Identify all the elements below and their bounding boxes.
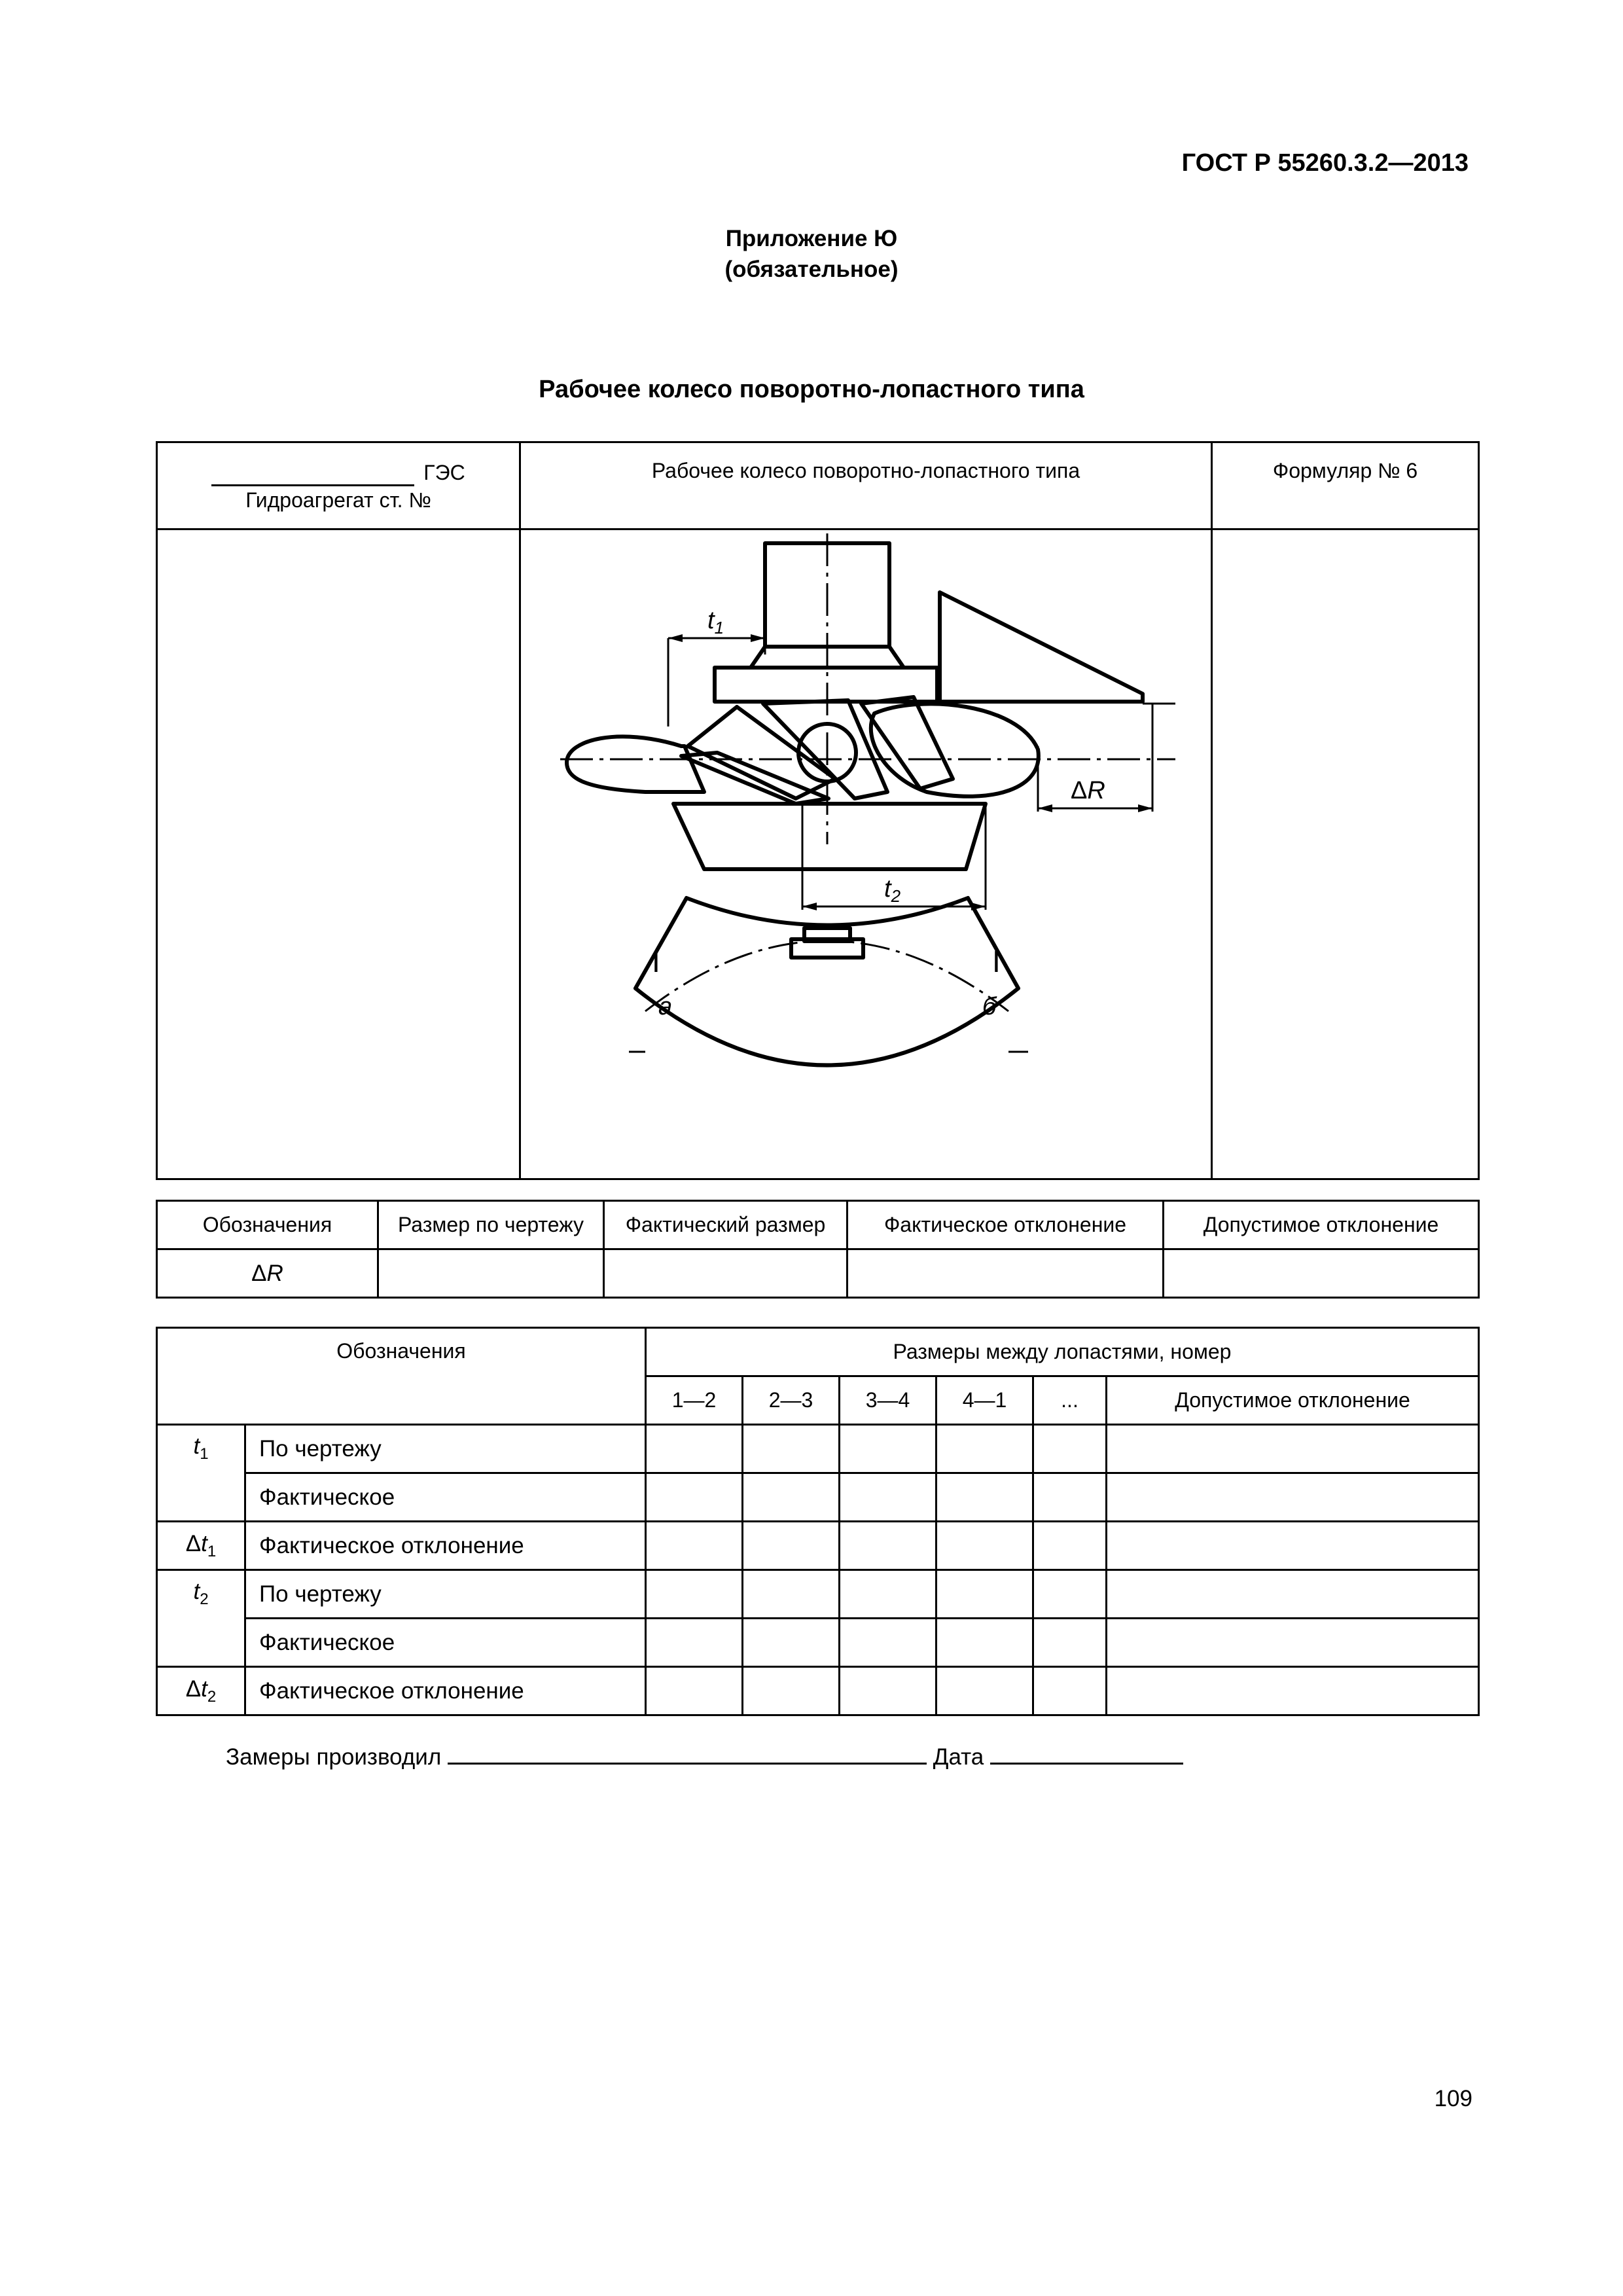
t2-cell[interactable]: [646, 1473, 743, 1522]
t2-cell[interactable]: [936, 1425, 1033, 1473]
t2-symbol-sub: 2: [200, 1590, 209, 1608]
dr-label-delta: Δ: [1071, 777, 1088, 804]
t2-row-label: Фактическое: [245, 1473, 646, 1522]
table-row: [157, 1522, 1479, 1570]
t2-arrow-right: [971, 903, 986, 910]
t1-arrow-right: [751, 634, 765, 642]
t2-cell[interactable]: [1033, 1473, 1107, 1522]
t1-arrow-left: [668, 634, 683, 642]
t1-label: t: [707, 607, 715, 634]
t2-symbol-delta: Δ: [185, 1530, 202, 1556]
t2-cell[interactable]: [743, 1619, 840, 1667]
table-row: [157, 1473, 1479, 1522]
measured-by-label: Замеры производил: [226, 1744, 442, 1770]
t2-cell[interactable]: [840, 1667, 936, 1715]
section-boss-top: [804, 928, 850, 941]
station-suffix: ГЭС: [423, 461, 465, 484]
t2-symbol-sub: 2: [207, 1687, 217, 1706]
t2-symbol: [157, 1570, 245, 1667]
t2-cell[interactable]: [743, 1473, 840, 1522]
measured-by-blank[interactable]: [448, 1744, 927, 1765]
t1-cell[interactable]: [604, 1249, 847, 1298]
dr-arrow-right: [1138, 804, 1152, 812]
formular-header-middle: Рабочее колесо поворотно-лопастного типа: [520, 442, 1212, 529]
table-row: [157, 1619, 1479, 1667]
t2-arrow-left: [802, 903, 817, 910]
t2-cell[interactable]: [646, 1667, 743, 1715]
runner-cone: [673, 804, 986, 869]
section-view: [635, 898, 1018, 1066]
t2-label: t: [884, 875, 891, 903]
svg-text:t1: [707, 607, 724, 637]
t2-row-label: По чертежу: [245, 1425, 646, 1473]
dr-label-r: R: [1087, 777, 1105, 804]
table-row: [157, 1570, 1479, 1619]
page-number: 109: [1434, 2086, 1472, 2111]
blade-arm: [940, 592, 1143, 702]
drawing-cell: [520, 529, 1212, 1179]
t2-cell[interactable]: [1107, 1473, 1479, 1522]
t2-cell[interactable]: [1033, 1667, 1107, 1715]
delta-r-table: [156, 1200, 1480, 1299]
t2-head-designation: Обозначения: [157, 1328, 646, 1425]
blade-left: [567, 736, 704, 792]
t1-cell[interactable]: [847, 1249, 1164, 1298]
t2-symbol: [157, 1667, 245, 1715]
page-title: Рабочее колесо поворотно-лопастного типа: [539, 376, 1084, 403]
svg-text:t2: [884, 875, 901, 906]
point-a-label: а: [658, 993, 673, 1020]
t2-cell[interactable]: [936, 1667, 1033, 1715]
t2-cell[interactable]: [936, 1570, 1033, 1619]
t2-symbol-delta: Δ: [185, 1676, 202, 1702]
unit-label: Гидроагрегат ст. №: [245, 488, 431, 512]
t1-head-actual-deviation: Фактическое отклонение: [847, 1201, 1164, 1249]
t2-cell[interactable]: [743, 1667, 840, 1715]
t1-head-drawing-size: Размер по чертежу: [378, 1201, 604, 1249]
t1-row-symbol: [157, 1249, 378, 1298]
t2-row-label: Фактическое отклонение: [245, 1522, 646, 1570]
t1-cell[interactable]: [378, 1249, 604, 1298]
t2-symbol-t: t: [201, 1676, 207, 1702]
t2-cell[interactable]: [1107, 1425, 1479, 1473]
t2-cell[interactable]: [840, 1522, 936, 1570]
t2-col-1-2: 1—2: [646, 1376, 743, 1425]
t2-cell[interactable]: [743, 1522, 840, 1570]
section-mark-left: I: [652, 944, 660, 978]
t1-head-designation: Обозначения: [157, 1201, 378, 1249]
t2-cell[interactable]: [936, 1473, 1033, 1522]
formular-left-blank[interactable]: [157, 529, 520, 1179]
measurement-signature: [226, 1744, 1183, 1770]
t2-symbol-t: t: [193, 1579, 200, 1604]
t2-symbol-sub: 1: [207, 1542, 217, 1560]
t2-col-2-3: 2—3: [743, 1376, 840, 1425]
point-b-label: б: [982, 993, 997, 1020]
t1-row-delta: Δ: [251, 1260, 267, 1286]
t1-head-allowed-deviation: Допустимое отклонение: [1164, 1201, 1479, 1249]
t1-row-r: R: [266, 1260, 283, 1286]
t2-row-label: По чертежу: [245, 1570, 646, 1619]
t2-cell[interactable]: [840, 1473, 936, 1522]
t2-cell[interactable]: [1033, 1522, 1107, 1570]
blade-right: [871, 704, 1039, 796]
t2-cell[interactable]: [646, 1619, 743, 1667]
t1-cell[interactable]: [1164, 1249, 1479, 1298]
t2-symbol-t: t: [201, 1530, 207, 1556]
t2-cell[interactable]: [646, 1522, 743, 1570]
t1-label-sub: 1: [714, 618, 724, 637]
t2-col-allowed: Допустимое отклонение: [1107, 1376, 1479, 1425]
t2-cell[interactable]: [1033, 1570, 1107, 1619]
formular-number: Формуляр № 6: [1212, 442, 1479, 529]
t2-symbol-t: t: [193, 1433, 200, 1459]
t2-col-more: ...: [1033, 1376, 1107, 1425]
t2-cell[interactable]: [743, 1570, 840, 1619]
t2-symbol: [157, 1425, 245, 1522]
t2-cell[interactable]: [1107, 1619, 1479, 1667]
t2-cell[interactable]: [743, 1425, 840, 1473]
t2-row-label: Фактическое: [245, 1619, 646, 1667]
standard-number: ГОСТ Р 55260.3.2—2013: [1181, 149, 1469, 177]
section-mark-right: I: [992, 944, 1001, 978]
table-row: [157, 1425, 1479, 1473]
t2-col-3-4: 3—4: [840, 1376, 936, 1425]
date-blank[interactable]: [990, 1744, 1183, 1765]
blade-spacing-table: [156, 1327, 1480, 1716]
appendix-status: (обязательное): [724, 257, 899, 282]
t1-head-actual-size: Фактический размер: [604, 1201, 847, 1249]
formular-right-blank[interactable]: [1212, 529, 1479, 1179]
date-label: Дата: [933, 1744, 984, 1770]
svg-text:ΔR: [1071, 777, 1105, 804]
t2-head-sizes: Размеры между лопастями, номер: [646, 1328, 1479, 1376]
t2-cell[interactable]: [1033, 1425, 1107, 1473]
t2-cell[interactable]: [1107, 1570, 1479, 1619]
formular-header-left: [157, 442, 520, 529]
t2-cell[interactable]: [840, 1570, 936, 1619]
t2-symbol: [157, 1522, 245, 1570]
t2-col-4-1: 4—1: [936, 1376, 1033, 1425]
dr-arrow-left: [1038, 804, 1052, 812]
appendix-title: Приложение Ю: [725, 226, 898, 251]
station-name-blank[interactable]: [211, 465, 414, 486]
section-arc: [645, 941, 1008, 1012]
t2-label-sub: 2: [891, 886, 901, 906]
t2-symbol-sub: 1: [200, 1445, 209, 1463]
t2-cell[interactable]: [840, 1619, 936, 1667]
t2-cell[interactable]: [1033, 1619, 1107, 1667]
runner-drawing: [521, 530, 1213, 1178]
t2-cell[interactable]: [646, 1570, 743, 1619]
t2-cell[interactable]: [1107, 1522, 1479, 1570]
t2-cell[interactable]: [840, 1425, 936, 1473]
t2-row-label: Фактическое отклонение: [245, 1667, 646, 1715]
formular-table: [156, 441, 1480, 1180]
t2-cell[interactable]: [936, 1522, 1033, 1570]
table-row: [157, 1667, 1479, 1715]
t2-cell[interactable]: [1107, 1667, 1479, 1715]
t2-cell[interactable]: [646, 1425, 743, 1473]
t2-cell[interactable]: [936, 1619, 1033, 1667]
